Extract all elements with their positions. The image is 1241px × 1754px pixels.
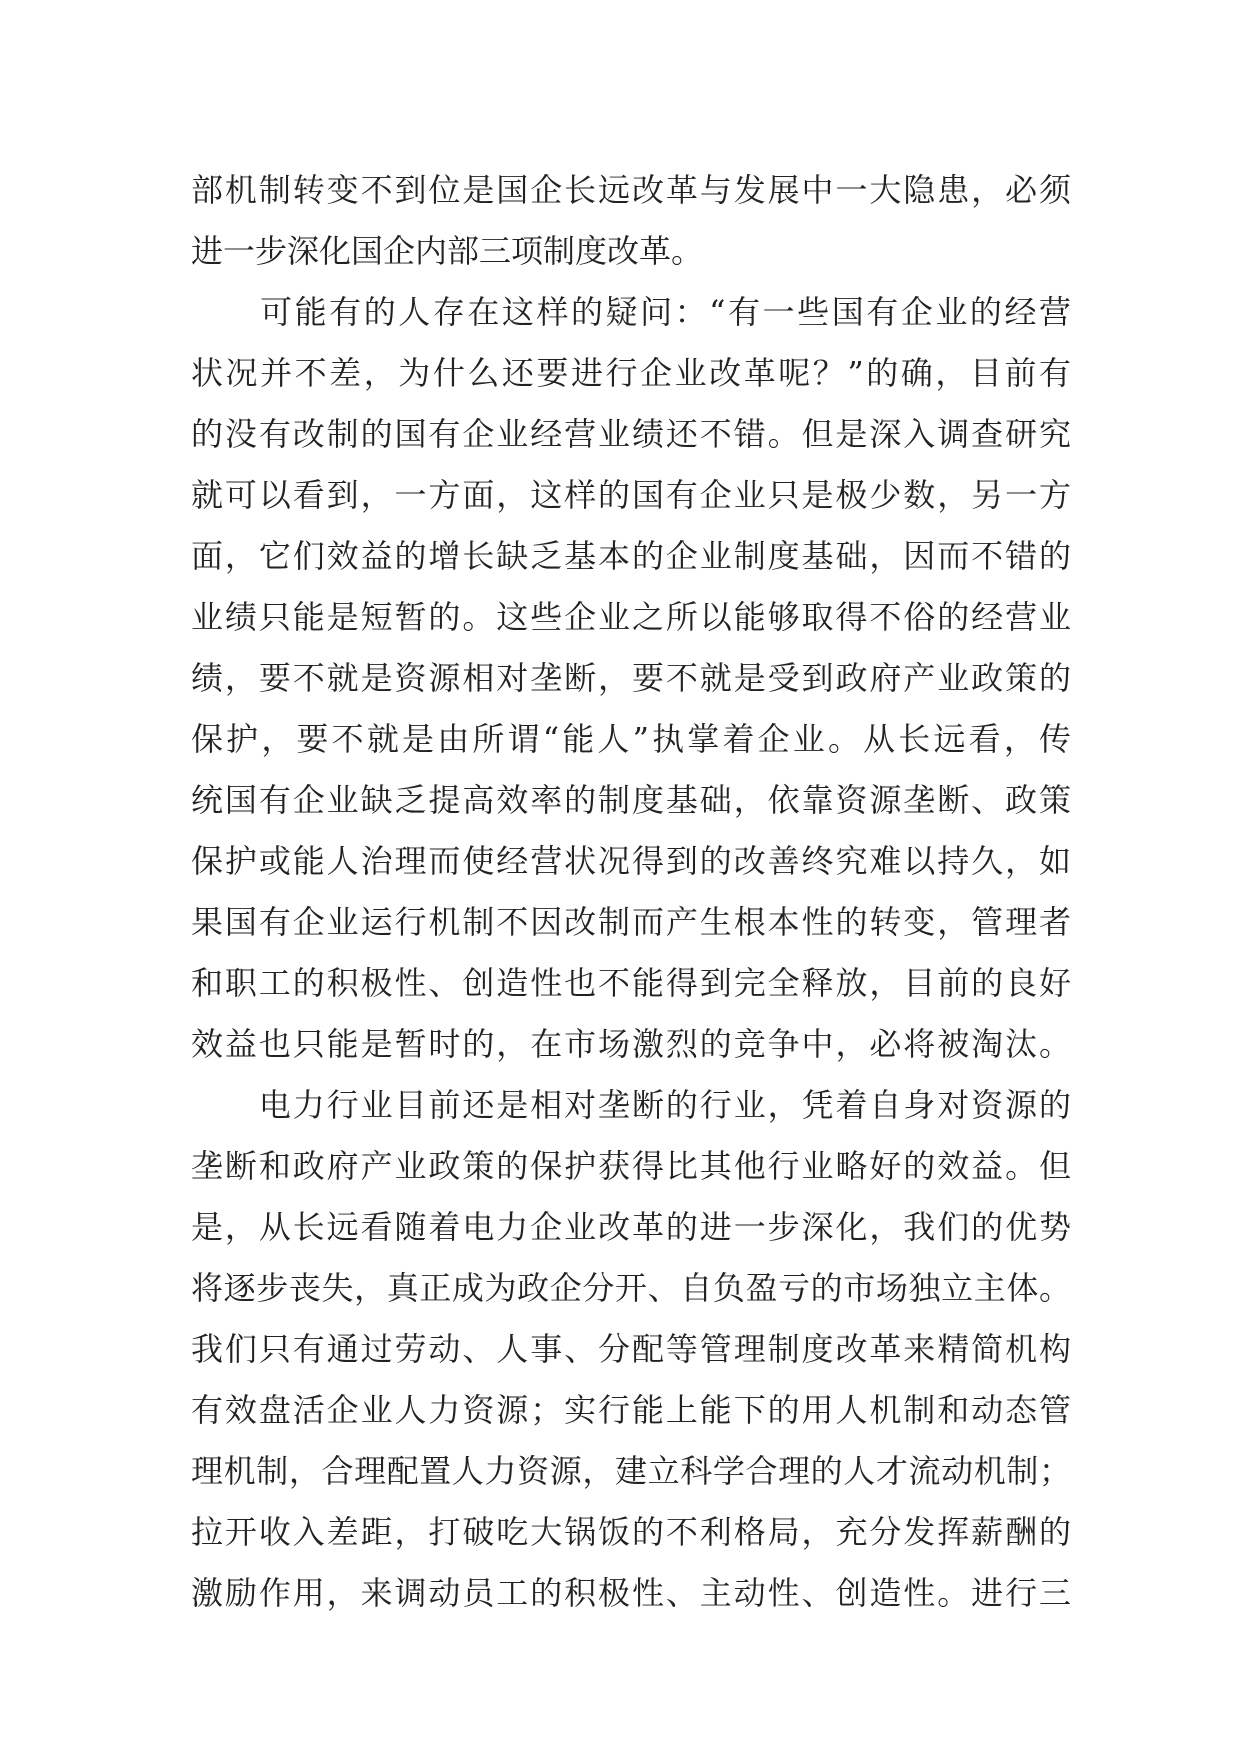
text-line: 激励作用，来调动员工的积极性、主动性、创造性。进行三 — [191, 1574, 1071, 1612]
body-text — [191, 160, 1071, 1624]
text-line: 电力行业目前还是相对垄断的行业，凭着自身对资源的 — [191, 1086, 1071, 1124]
text-line: 果国有企业运行机制不因改制而产生根本性的转变，管理者 — [191, 903, 1071, 941]
text-line: 将逐步丧失，真正成为政企分开、自负盈亏的市场独立主体。 — [191, 1269, 1071, 1307]
text-line: 效益也只能是暂时的，在市场激烈的竞争中，必将被淘汰。 — [191, 1025, 1071, 1063]
text-line: 面，它们效益的增长缺乏基本的企业制度基础，因而不错的 — [191, 537, 1071, 575]
text-line: 的没有改制的国有企业经营业绩还不错。但是深入调查研究 — [191, 415, 1071, 453]
text-line: 是，从长远看随着电力企业改革的进一步深化，我们的优势 — [191, 1208, 1071, 1246]
text-line: 我们只有通过劳动、人事、分配等管理制度改革来精简机构 — [191, 1330, 1071, 1368]
text-line: 绩，要不就是资源相对垄断，要不就是受到政府产业政策的 — [191, 659, 1071, 697]
text-line: 统国有企业缺乏提高效率的制度基础，依靠资源垄断、政策 — [191, 781, 1071, 819]
text-line: 垄断和政府产业政策的保护获得比其他行业略好的效益。但 — [191, 1147, 1071, 1185]
text-line: 部机制转变不到位是国企长远改革与发展中一大隐患，必须 — [191, 171, 1071, 209]
text-line: 保护，要不就是由所谓“能人”执掌着企业。从长远看，传 — [191, 720, 1071, 758]
text-line: 可能有的人存在这样的疑问：“有一些国有企业的经营 — [191, 293, 1071, 331]
text-line: 拉开收入差距，打破吃大锅饭的不利格局，充分发挥薪酬的 — [191, 1513, 1071, 1551]
text-line: 保护或能人治理而使经营状况得到的改善终究难以持久，如 — [191, 842, 1071, 880]
text-line: 进一步深化国企内部三项制度改革。 — [191, 232, 704, 270]
text-line: 状况并不差，为什么还要进行企业改革呢？”的确，目前有 — [191, 354, 1071, 392]
text-line: 有效盘活企业人力资源；实行能上能下的用人机制和动态管 — [191, 1391, 1071, 1429]
text-line: 理机制，合理配置人力资源，建立科学合理的人才流动机制； — [191, 1452, 1071, 1490]
text-line: 业绩只能是短暂的。这些企业之所以能够取得不俗的经营业 — [191, 598, 1071, 636]
text-line: 就可以看到，一方面，这样的国有企业只是极少数，另一方 — [191, 476, 1071, 514]
text-line: 和职工的积极性、创造性也不能得到完全释放，目前的良好 — [191, 964, 1071, 1002]
